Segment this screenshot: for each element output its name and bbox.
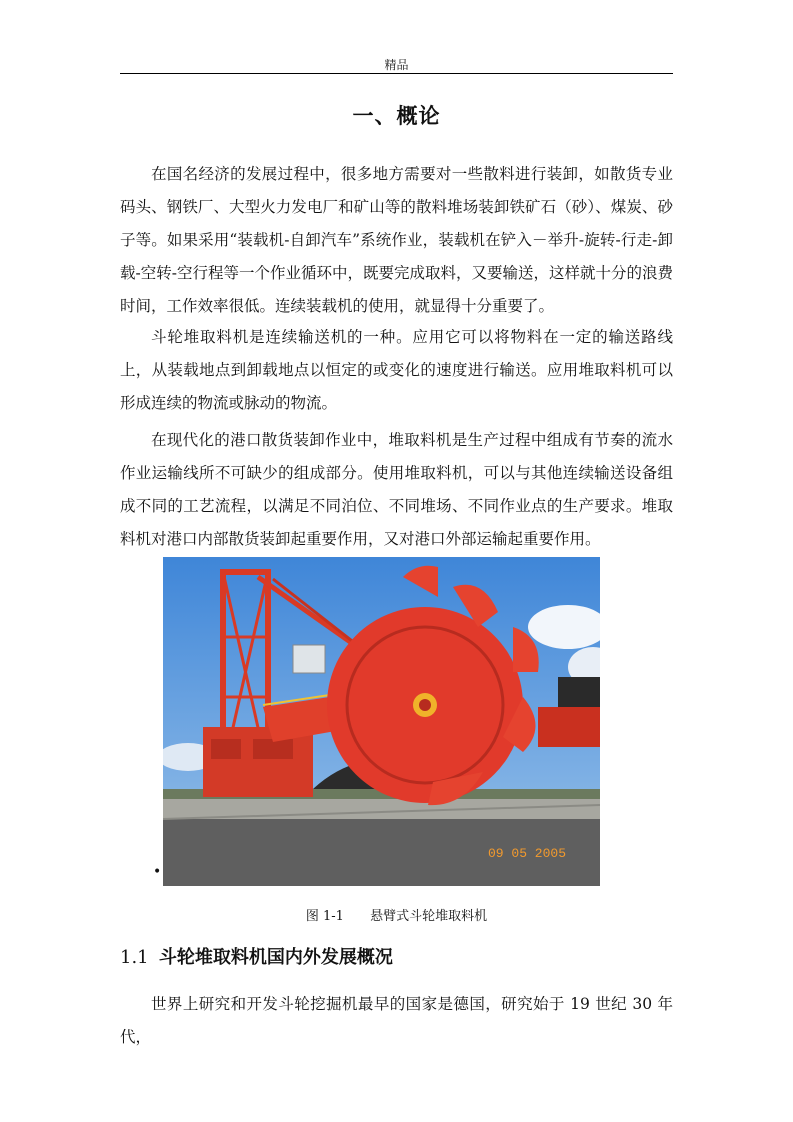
section-heading	[120, 943, 393, 969]
photo-date-stamp: 09 05 2005	[488, 846, 567, 861]
paragraph-history: 世界上研究和开发斗轮挖掘机最早的国家是德国，研究始于 19 世纪 30 年代，	[120, 995, 673, 1046]
paragraph-definition: 斗轮堆取料机是连续输送机的一种。应用它可以将物料在一定的输送路线上，从装载地点到卸载地点以恒定的或变化的速度进行输送。应用堆取料机可以形成连续的物流或脉动的物流。	[120, 328, 673, 412]
chapter-title: 一、概论	[352, 103, 441, 128]
section-number: 1.1	[120, 947, 149, 968]
figure-caption-text: 悬臂式斗轮堆取料机	[370, 909, 488, 924]
figure-bullet: •	[153, 864, 162, 880]
paragraph-intro: 在国名经济的发展过程中，很多地方需要对一些散料进行装卸，如散货专业码头、钢铁厂、大型火力发电厂和矿山等的散料堆场装卸铁矿石（砂）、煤炭、砂子等。如果采用“装载机-自卸汽车”系统作业，装载机在铲入－举升-旋转-行走-卸载-空转-空行程等一个作业循环中，既要完成取料，又要输送，这样就十分的浪费时间，工作效率很低。连续装载机的使用，就显得十分重要了。	[120, 165, 673, 315]
stacker-reclaimer-photo	[163, 557, 600, 886]
page-header: 精品	[384, 58, 409, 72]
paragraph-port-role: 在现代化的港口散货装卸作业中，堆取料机是生产过程中组成有节奏的流水作业运输线所不可缺少的组成部分。使用堆取料机，可以与其他连续输送设备组成不同的工艺流程，以满足不同泊位、不同堆场、不同作业点的生产要求。堆取料机对港口内部散货装卸起重要作用，又对港口外部运输起重要作用。	[120, 431, 673, 548]
section-title: 斗轮堆取料机国内外发展概况	[158, 947, 393, 968]
figure-caption-number: 图 1-1	[305, 909, 344, 924]
figure-caption	[120, 905, 673, 924]
header-rule	[120, 73, 673, 74]
